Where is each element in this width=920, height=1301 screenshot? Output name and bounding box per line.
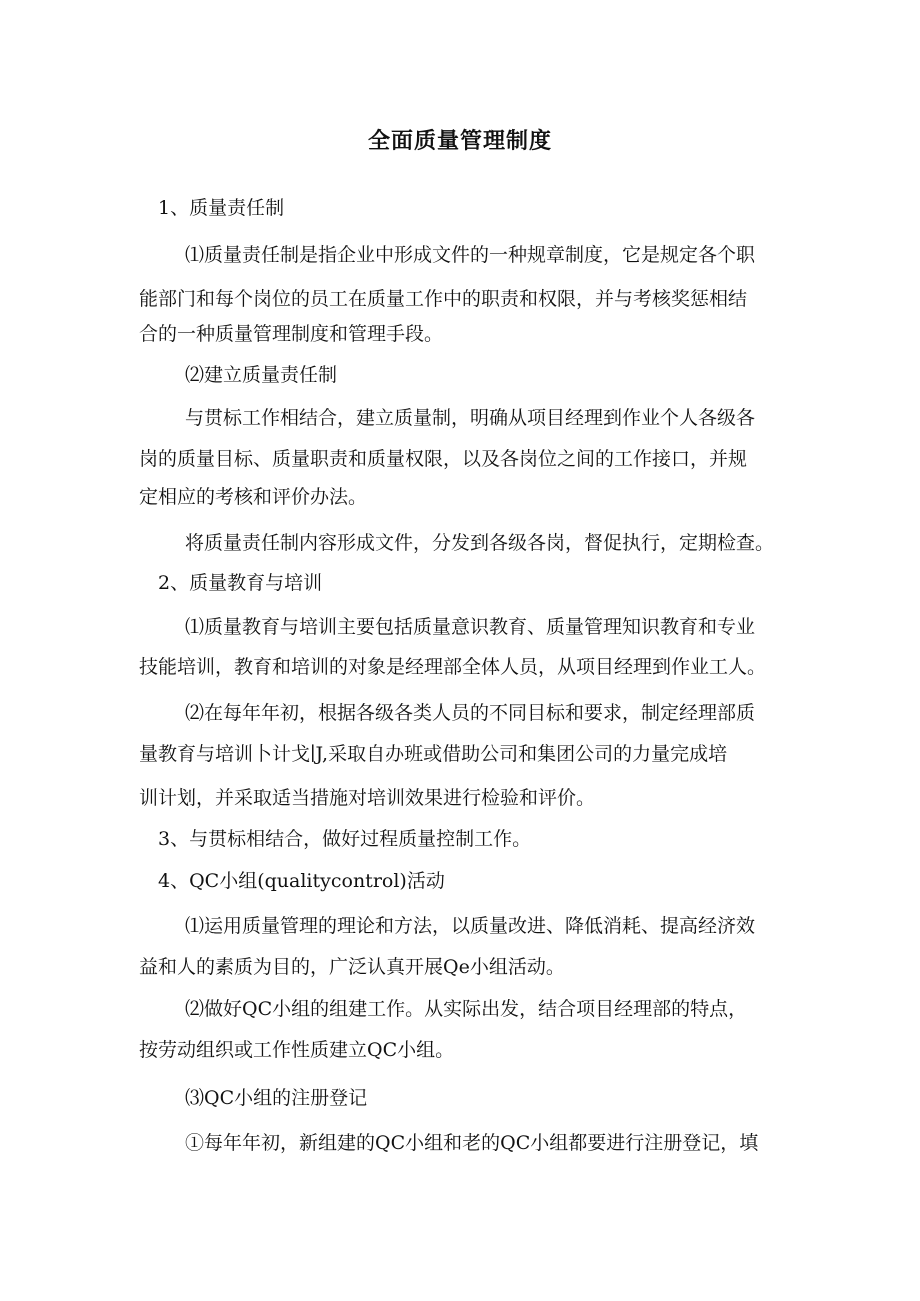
paragraph-line: ⑵做好QC小组的组建工作。从实际出发，结合项目经理部的特点， xyxy=(185,998,748,1020)
subheading: ⑵建立质量责任制 xyxy=(185,364,338,386)
subheading: ⑶QC小组的注册登记 xyxy=(185,1087,368,1109)
paragraph-line: ①每年年初，新组建的QC小组和老的QC小组都要进行注册登记，填 xyxy=(185,1132,759,1154)
paragraph-line: 定相应的考核和评价办法。 xyxy=(139,486,368,508)
paragraph-line: 益和人的素质为目的，广泛认真开展Qe小组活动。 xyxy=(139,956,565,978)
paragraph-line: ⑴质量教育与培训主要包括质量意识教育、质量管理知识教育和专业 xyxy=(185,616,756,638)
section-heading-4: 4、QC小组(qualitycontrol)活动 xyxy=(158,870,445,892)
document-title: 全面质量管理制度 xyxy=(367,129,552,154)
paragraph-line: 按劳动组织或工作性质建立QC小组。 xyxy=(139,1039,455,1061)
paragraph-line: ⑴运用质量管理的理论和方法，以质量改进、降低消耗、提高经济效 xyxy=(185,915,756,937)
paragraph-line: 技能培训，教育和培训的对象是经理部全体人员，从项目经理到作业工人。 xyxy=(139,656,767,678)
paragraph-line: 岗的质量目标、质量职责和质量权限，以及各岗位之间的工作接口，并规 xyxy=(139,448,748,470)
paragraph-line: 合的一种质量管理制度和管理手段。 xyxy=(139,323,444,345)
section-heading-2: 2、质量教育与培训 xyxy=(158,572,323,594)
paragraph-line: 能部门和每个岗位的员工在质量工作中的职责和权限，并与考核奖惩相结 xyxy=(139,288,748,310)
paragraph-line: ⑴质量责任制是指企业中形成文件的一种规章制度，它是规定各个职 xyxy=(185,244,756,266)
section-heading-1: 1、质量责任制 xyxy=(158,197,285,219)
paragraph-line: 训计划，并采取适当措施对培训效果进行检验和评价。 xyxy=(139,787,596,809)
paragraph-line: 将质量责任制内容形成文件，分发到各级各岗，督促执行，定期检查。 xyxy=(185,532,775,554)
section-heading-3: 3、与贯标相结合，做好过程质量控制工作。 xyxy=(158,828,532,850)
paragraph-line: ⑵在每年年初，根据各级各类人员的不同目标和要求，制定经理部质 xyxy=(185,702,756,724)
paragraph-line: 量教育与培训卜计戈∣J,采取自办班或借助公司和集团公司的力量完成培 xyxy=(139,743,728,765)
paragraph-line: 与贯标工作相结合，建立质量制，明确从项目经理到作业个人各级各 xyxy=(185,407,756,429)
